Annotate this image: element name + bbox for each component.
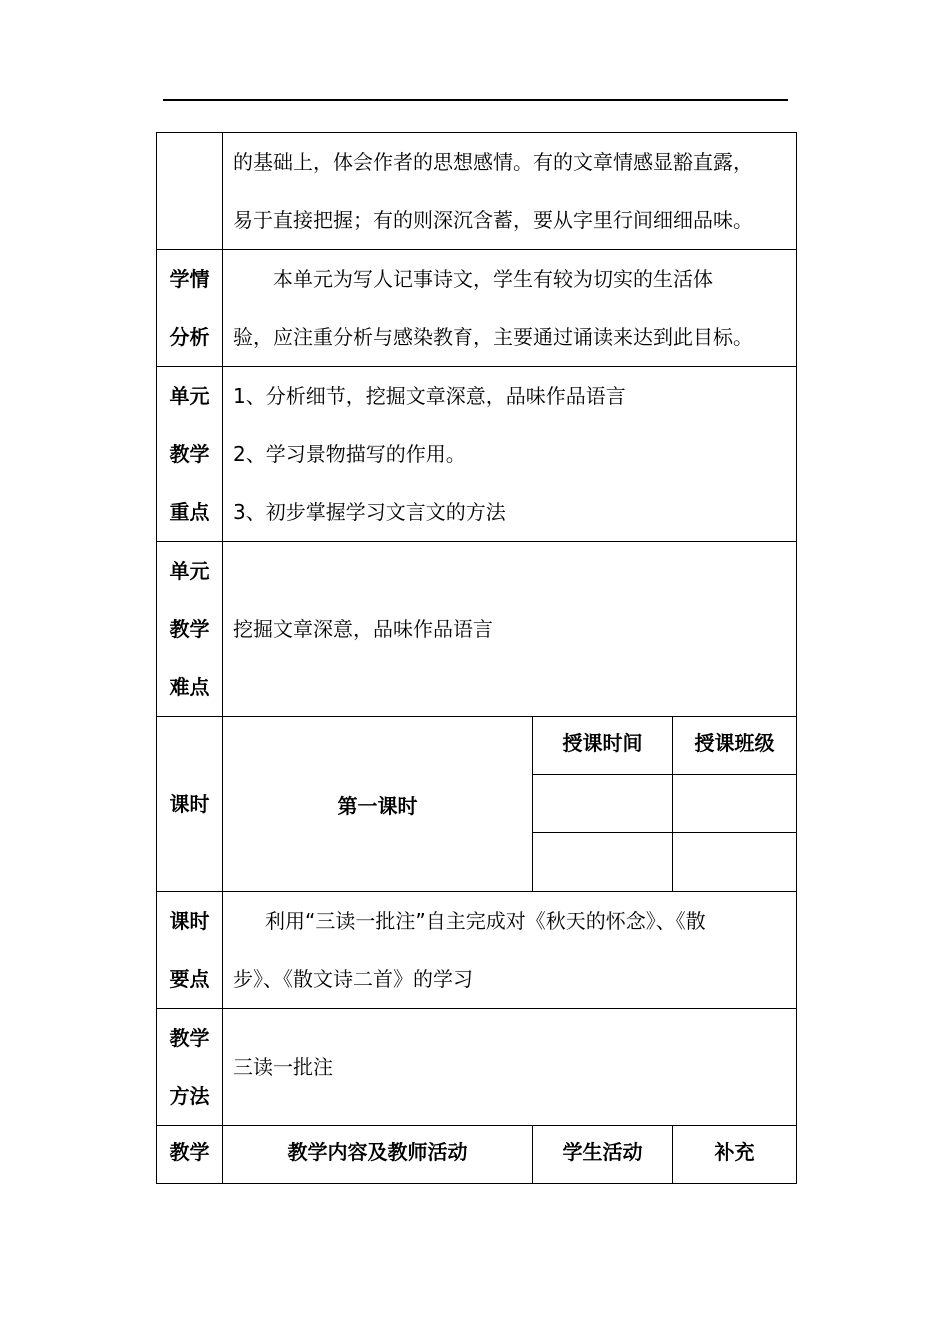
lesson-row: [157, 717, 797, 775]
supplement-header: 补充: [673, 1126, 797, 1184]
lesson-points-text: [223, 892, 797, 1009]
difficulties-row: [157, 542, 797, 717]
row-label: 课时: [157, 717, 223, 892]
text-line: 挖掘文章深意，品味作品语言: [233, 617, 493, 641]
time-cell: [533, 833, 673, 892]
row-label-line: 教学: [169, 617, 210, 641]
row-label-line: 学情: [169, 267, 210, 291]
lesson-points-row: [157, 892, 797, 1009]
row-label-line: 单元: [169, 384, 210, 408]
row-label: [157, 542, 223, 717]
row-label: [157, 1009, 223, 1126]
row-label-line: 课时: [169, 909, 210, 933]
continuation-row: [157, 133, 797, 250]
row-label-line: 方法: [169, 1084, 210, 1108]
row-label-line: 分析: [169, 325, 210, 349]
text-line: 3、初步掌握学习文言文的方法: [233, 500, 506, 524]
activity-header-row: [157, 1126, 797, 1184]
row-label: [157, 250, 223, 367]
learning-analysis-text: [223, 250, 797, 367]
lesson-title: 第一课时: [223, 717, 533, 892]
key-points-row: [157, 367, 797, 542]
class-cell: [673, 833, 797, 892]
row-label-line: 教学: [169, 442, 210, 466]
text-line: 1、分析细节，挖掘文章深意，品味作品语言: [233, 384, 626, 408]
text-line: 三读一批注: [233, 1055, 333, 1079]
lesson-plan-table: [156, 132, 797, 1184]
row-label-line: 难点: [169, 675, 210, 699]
row-label: [157, 367, 223, 542]
row-label: 教学: [157, 1126, 223, 1184]
row-label-line: 重点: [169, 500, 210, 524]
method-text: [223, 1009, 797, 1126]
empty-label-cell: [157, 133, 223, 250]
text-line: 本单元为写人记事诗文，学生有较为切实的生活体: [273, 267, 713, 291]
key-points-text: [223, 367, 797, 542]
student-header: 学生活动: [533, 1126, 673, 1184]
text-line: 2、学习景物描写的作用。: [233, 442, 466, 466]
text-line: 易于直接把握；有的则深沉含蓄，要从字里行间细细品味。: [233, 208, 753, 232]
row-label-line: 单元: [169, 559, 210, 583]
class-header: 授课班级: [673, 717, 797, 775]
text-line: 步》、《散文诗二首》的学习: [233, 967, 473, 991]
content-header: 教学内容及教师活动: [223, 1126, 533, 1184]
text-line: 验，应注重分析与感染教育，主要通过诵读来达到此目标。: [233, 325, 753, 349]
page-header-rule: [163, 99, 788, 101]
row-label: [157, 892, 223, 1009]
row-label-line: 教学: [169, 1026, 210, 1050]
learning-analysis-row: [157, 250, 797, 367]
method-row: [157, 1009, 797, 1126]
text-line: 的基础上，体会作者的思想感情。有的文章情感显豁直露，: [233, 150, 753, 174]
difficulties-text: [223, 542, 797, 717]
text-line: 利用“三读一批注”自主完成对《秋天的怀念》、《散: [265, 909, 706, 933]
class-cell: [673, 775, 797, 833]
time-header: 授课时间: [533, 717, 673, 775]
continuation-text: [223, 133, 797, 250]
row-label-line: 要点: [169, 967, 210, 991]
time-cell: [533, 775, 673, 833]
